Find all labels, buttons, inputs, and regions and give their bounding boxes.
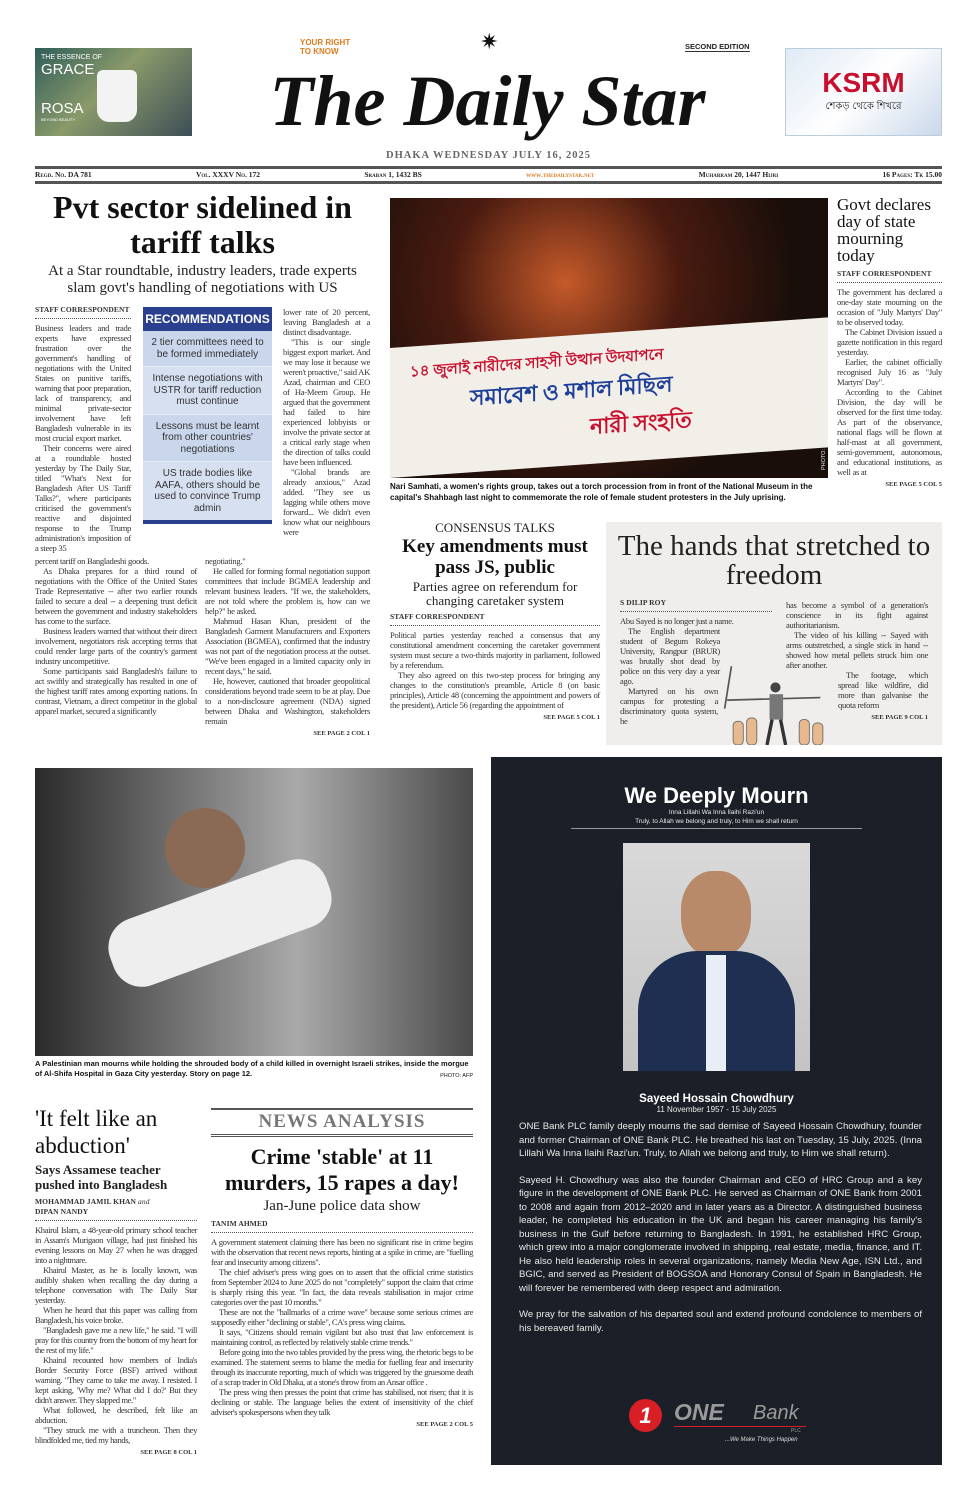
paragraph: They also agreed on this two-step process for bringing any changes to the constitution's preamble, Article 8 (on basic principles), Article 48 (concerning the appointment and powers of the president), Article 56 (regarding the appointment of (390, 670, 600, 710)
man-figure (165, 808, 245, 888)
bangla-date: Sraban 1, 1432 BS (364, 170, 422, 179)
paragraph: negotiating." (205, 556, 246, 566)
lead-headline[interactable]: Pvt sector sidelined in tariff talks (53, 189, 352, 260)
paragraph: The press wing then presses the point that crime has stabilised, not risen; that it is declining or stable. The language belies the extent of insensitivity of the chief adviser's spokespersons when they talk (211, 1387, 473, 1417)
paragraph: Their concerns were aired at a roundtable hosted yesterday by The Daily Star, titled "What's Next for Bangladesh After US Tariff Talks?", where participants criticised the government's reactive and disjointed response to the Trump administration's imposition of a steep 35 (35, 443, 131, 553)
slogan: YOUR RIGHT TO KNOW (300, 38, 351, 56)
abduction-headline[interactable]: 'It felt like an abduction' (35, 1106, 158, 1158)
see-page-link[interactable]: SEE PAGE 9 COL 1 (871, 714, 928, 721)
paragraph: The chief adviser's press wing goes on to assert that the official crime statistics from September 2024 to June 2025 do not "completely" support the claim that crime is sharply rising this year. "In fact, the data reveals stabilisation in major crime categories over the past 10 months." (211, 1267, 473, 1307)
logo-rule (674, 1426, 806, 1427)
paragraph: He, however, cautioned that broader geopolitical considerations beyond trade seem to be at play. Due to a non-disclosure agreement (NDA) signed between Dhaka and Washington, stakeholders remain (205, 676, 370, 726)
lead-col1 (35, 305, 131, 553)
lead-row-top (35, 305, 370, 553)
paragraph: percent tariff on Bangladeshi goods. (35, 556, 149, 566)
paragraph: It says, "Citizens should remain vigilant but also trust that law enforcement is maintaining control, as reflected by relatively stable crime trends." (211, 1327, 473, 1347)
paragraph: A government statement claiming there has been no significant rise in crime begins with the observation that recent news reports, hinting at a spike in crime, are "fuelling fear and insecurity among citizens". (211, 1237, 473, 1267)
hands-headline[interactable]: The hands that stretched to freedom (617, 530, 931, 591)
lead-story-header (35, 190, 370, 297)
kicker: CONSENSUS TALKS (435, 520, 555, 535)
paragraph: According to the Cabinet Division, the day will be observed for the first time today. As part of the observance, national flags will be flown at half-mast at all government, semi-government, autonomous, and educational institutions, as well as at (837, 387, 942, 477)
lead-body (35, 305, 370, 739)
paragraph: The video of his killing -- Sayed with arms outstretched, a single stick in hand -- showed how metal pellets struck him one after another. (786, 630, 928, 670)
paragraph: Business leaders warned that without their direct involvement, negotiators risk accepting terms that could render large parts of the country's garment industry uncompetitive. (35, 626, 197, 666)
paragraph: The English department student of Begum Rokeya University, Rangpur (BRUR) was brutally shot dead by police on this very day a year ago. (620, 626, 720, 686)
byline: STAFF CORRESPONDENT (390, 612, 600, 626)
ad-tagline: শেকড় থেকে শিখরে (825, 101, 902, 112)
logo-bank: Bank (753, 1402, 799, 1424)
recommendations-box (143, 307, 272, 524)
life-dates: 11 November 1957 - 15 July 2025 (656, 1105, 777, 1114)
paragraph: has become a symbol of a generation's conscience in its fight against authoritarianism. (786, 600, 928, 630)
ad-ksrm[interactable] (785, 48, 942, 136)
obituary-translation: Truly, to Allah we belong and truly, to Him we shall return (571, 818, 862, 830)
see-page-link[interactable]: SEE PAGE 5 COL 1 (543, 714, 600, 721)
byline: MOHAMMAD JAMIL KHAN (35, 1197, 137, 1206)
logo-one: ONE (674, 1399, 724, 1425)
paragraph: Some participants said Bangladesh's failure to act swiftly and strategically has resulted in one of the highest tariff rates among exporting nations. In contrast, Vietnam, a direct competitor in the global apparel market, secured a significantly (35, 666, 197, 716)
paragraph: Martyred on his own campus for protesting a discriminatory quota system, he (620, 686, 718, 726)
see-page-link[interactable]: SEE PAGE 2 COL 5 (416, 1421, 473, 1428)
consensus-headline[interactable]: Key amendments must pass JS, public (402, 536, 588, 578)
banner-line: নারী সংহতি (590, 406, 692, 440)
lead-col4 (205, 556, 370, 739)
onebank-logo-icon: 1 (629, 1399, 662, 1432)
dateline: DHAKA WEDNESDAY JULY 16, 2025 (386, 150, 591, 161)
paragraph: He called for forming formal negotiation support committees that include BGMEA leadership and relevant business leaders. "If we, the stakeholders, are not told where the problem is, how can we help?" he asked. (205, 566, 370, 616)
obituary-title: We Deeply Mourn (624, 783, 809, 808)
volume: Vol. XXXV No. 172 (195, 170, 261, 179)
protest-banner (390, 317, 828, 478)
ad-line2: GRACE (41, 61, 95, 78)
paragraph: These are not the "hallmarks of a crime wave" because some serious crimes are supposedly either "declining or stable", CA's press wing claims. (211, 1307, 473, 1327)
byline: TANIM AHMED (211, 1219, 473, 1233)
paragraph: Sayeed H. Chowdhury was also the founder Chairman and CEO of HRC Group and a key figure in the development of ONE Bank PLC. He served as Chairman of ONE Bank from 2001 to 2008 and again from 2012–2020 and in later years as a Director. A distinguished business leader, he completed his education in the UK and began his career managing his family's business in the Gulf before returning to Bangladesh. In 1991, he established HRC Group, which grew into a major conglomerate involved in shipping, real estate, media, finance, and IT. He also held leadership roles in several organizations, namely Media New Age, ISN Ltd., and BGIC, and served as President of BOGSOA and Honorary Consul of Spain in Bangladesh. He will forever be remembered with deep respect and admiration. (519, 1174, 922, 1294)
see-page-link[interactable]: SEE PAGE 8 COL 1 (140, 1449, 197, 1456)
obituary-ad (491, 757, 942, 1465)
paragraph: Before going into the two tables provided by the press wing, the rhetoric begs to be examined. The statement seems to blame the media for fuelling fear and insecurity through its inaccurate reporting, much of which was triggered by the gruesome death of a scrap trader in Old Dhaka, at a stone's throw from an Ansar office . (211, 1347, 473, 1387)
box-item: Intense negotiations with USTR for tariff reduction must continue (143, 367, 272, 415)
paragraph: Political parties yesterday reached a consensus that any constitutional amendment concerning the caretaker government system must secure a two-thirds majority in parliament, followed by a referendum. (390, 630, 600, 670)
ad-brand: KSRM (822, 67, 905, 98)
byline: STAFF CORRESPONDENT (837, 269, 942, 283)
photo-credit: PHOTO: AFP (440, 1073, 473, 1079)
box-item: US trade bodies like AAFA, others should be used to convince Trump admin (143, 462, 272, 520)
photo-credit: PHOTO: PALASH KHAN (821, 409, 827, 470)
lead-col3 (283, 307, 370, 537)
hands-story (606, 522, 942, 745)
lead-subhead: At a Star roundtable, industry leaders, trade experts slam govt's handling of negotiations with US (48, 263, 357, 296)
ad-brand: ROSA (41, 100, 84, 117)
abduction-subhead: Says Assamese teacher pushed into Bangladesh (35, 1162, 168, 1192)
paragraph: "This is our single biggest export market. And we may lose it because we weren't proactive," said AK Azad, chairman and CEO of Ha-Meem Group. He argued that the government had failed to hire experienced lobbyists or involve the private sector at a critical early stage when the direction of talks could have been influenced. (283, 337, 370, 467)
star-icon: ✷ (480, 29, 499, 54)
abduction-story (35, 1105, 197, 1458)
logo-tagline: ...We Make Things Happen (725, 1437, 798, 1443)
torch-procession-photo (390, 198, 828, 478)
paragraph: Khairul Master, as he is locally known, was audibly shaken when recalling the day during a telephone conversation with The Daily Star yesterday. (35, 1265, 197, 1305)
consensus-subhead: Parties agree on referendum for changing caretaker system (412, 579, 578, 608)
paragraph: The footage, which spread like wildfire, did more than galvanise the quota reform (838, 670, 928, 710)
crime-headline[interactable]: Crime 'stable' at 11 murders, 15 rapes a day! (224, 1144, 460, 1195)
paragraph: Khairul recounted how members of India's Border Security Force (BSF) arrived without warning. "They came to take me away. I resisted. I kept asking, 'Why me? What did I do?' But they didn't answer. They slapped me." (35, 1355, 197, 1405)
paragraph: As Dhaka prepares for a third round of negotiations with the Office of the United States Trade Representative -- after two earlier rounds failed to secure a deal -- a deepening trust deficit between the government and industry stakeholders has come to the surface. (35, 566, 197, 626)
byline: S DILIP ROY (620, 598, 772, 612)
mourning-headline[interactable]: Govt declares day of state mourning today (837, 195, 931, 265)
paragraph: What followed, he described, felt like an abduction. (35, 1405, 197, 1425)
paragraph: Mahmud Hasan Khan, president of the Bangladesh Garment Manufacturers and Exporters Association (BGMEA), confirmed that the industry was not part of the negotiation process at the outset. "We've been engaged in a limited capacity only in recent days," he said. (205, 616, 370, 676)
paragraph: We pray for the salvation of his departed soul and extend profound condolence to members of his bereaved family. (519, 1309, 922, 1334)
rule (35, 181, 942, 184)
paragraph: "They struck me with a truncheon. Then they blindfolded me, tied my hands, (35, 1425, 197, 1445)
edition-label: SECOND EDITION (685, 42, 750, 51)
paragraph: lower rate of 20 percent, leaving Bangladesh at a distinct disadvantage. (283, 307, 370, 337)
paragraph: "Global brands are already anxious," Azad added. "They see us lagging while others move forward... We didn't even know what our neighbours were (283, 467, 370, 537)
masthead-logo[interactable] (215, 56, 760, 146)
paragraph: Earlier, the cabinet officially recognised July 16 as "July Martyrs' Day". (837, 357, 942, 387)
crime-subhead: Jan-June police data show (263, 1198, 421, 1214)
masthead-title: The Daily Star (269, 61, 706, 141)
byline: DIPAN NANDY (35, 1207, 89, 1216)
website-link[interactable]: www.thedailystar.net (526, 170, 595, 179)
see-page-link[interactable]: SEE PAGE 2 COL 1 (313, 730, 370, 737)
box-item: Lessons must be learnt from other countries' negotiations (143, 415, 272, 463)
box-title: RECOMMENDATIONS (143, 307, 272, 331)
obituary-arabic: Inna Lillahi Wa Inna Ilaihi Razi'un (668, 809, 765, 816)
logo-plc: PLC (791, 1428, 801, 1434)
paragraph: Business leaders and trade experts have expressed frustration over the government's handling of negotiations with the United States on punitive tariffs, warning that poor preparation, lack of transparency, and minimal private-sector involvement have left Bangladesh vulnerable in its most crucial export market. (35, 323, 131, 443)
crime-story (211, 1108, 473, 1430)
banner-line: সমাবেশ ও মশাল মিছিল (470, 371, 673, 411)
ad-tagline: BEYOND BEAUTY (41, 117, 76, 122)
portrait-photo (623, 843, 810, 1071)
box-item: 2 tier committees need to be formed immediately (143, 331, 272, 367)
deceased-name: Sayeed Hossain Chowdhury (639, 1093, 794, 1105)
paragraph: ONE Bank PLC family deeply mourns the sad demise of Sayeed Hossain Chowdhury, founder and former Chairman of ONE Bank PLC. He breathed his last on Tuesday, 15 July, 2025. (Inna Lillahi Wa Inna Ilaihi Razi'un. Truly, to Allah we belong and truly, to Him we shall return). (519, 1121, 922, 1159)
lead-row-bottom (35, 556, 370, 739)
ad-rosa[interactable] (35, 48, 192, 136)
banner-line: ১৪ জুলাই নারীদের সাহসী উত্থান উদযাপনে (410, 346, 664, 381)
mourning-story (837, 196, 942, 490)
byline-and: and (138, 1197, 150, 1206)
paragraph: The government has declared a one-day state mourning on the occasion of "July Martyrs' Day" to be observed today. (837, 287, 942, 327)
paragraph: When he heard that this paper was calling from Bangladesh, his voice broke. (35, 1305, 197, 1325)
see-page-link[interactable]: SEE PAGE 5 COL 5 (885, 481, 942, 488)
ad-line1: THE ESSENCE OF (41, 54, 103, 61)
paragraph: "Bangladesh gave me a new life," he said. "I will pray for this country from the bottom of my heart for the rest of my life." (35, 1325, 197, 1355)
news-analysis-kicker: NEWS ANALYSIS (211, 1108, 473, 1137)
lead-col2 (35, 556, 197, 716)
rule (35, 166, 942, 169)
paragraph: The Cabinet Division issued a gazette notification in this regard yesterday. (837, 327, 942, 357)
photo-caption (35, 1059, 473, 1081)
regd-no: Regd. No. DA 781 (35, 170, 92, 179)
hands-col-left (620, 598, 772, 726)
consensus-story (390, 520, 600, 723)
hands-col-right (786, 600, 928, 723)
paragraph: Abu Sayed is no longer just a name. (620, 616, 734, 626)
paragraph: Khairul Islam, a 48-year-old primary school teacher in Assam's Murigaon village, had just finished his evening lessons on May 27 when he was dragged into a nightmare. (35, 1225, 197, 1265)
photo-caption: Nari Samhati, a women's rights group, takes out a torch procession from in front of the National Museum in the capital's Shahbagh last night to commemorate the role of female student protesters in the July uprising. (390, 482, 813, 502)
caption-text: A Palestinian man mourns while holding the shrouded body of a child killed in overnight Israeli strikes, inside the morgue of Al-Shifa Hospital in Gaza City yesterday. Story on page 12. (35, 1059, 469, 1078)
pages-price: 16 Pages: Tk 15.00 (882, 170, 942, 179)
info-bar (35, 170, 942, 179)
byline: STAFF CORRESPONDENT (35, 305, 131, 319)
hijri-date: Muharram 20, 1447 Hijri (698, 170, 779, 179)
gaza-photo (35, 768, 473, 1056)
